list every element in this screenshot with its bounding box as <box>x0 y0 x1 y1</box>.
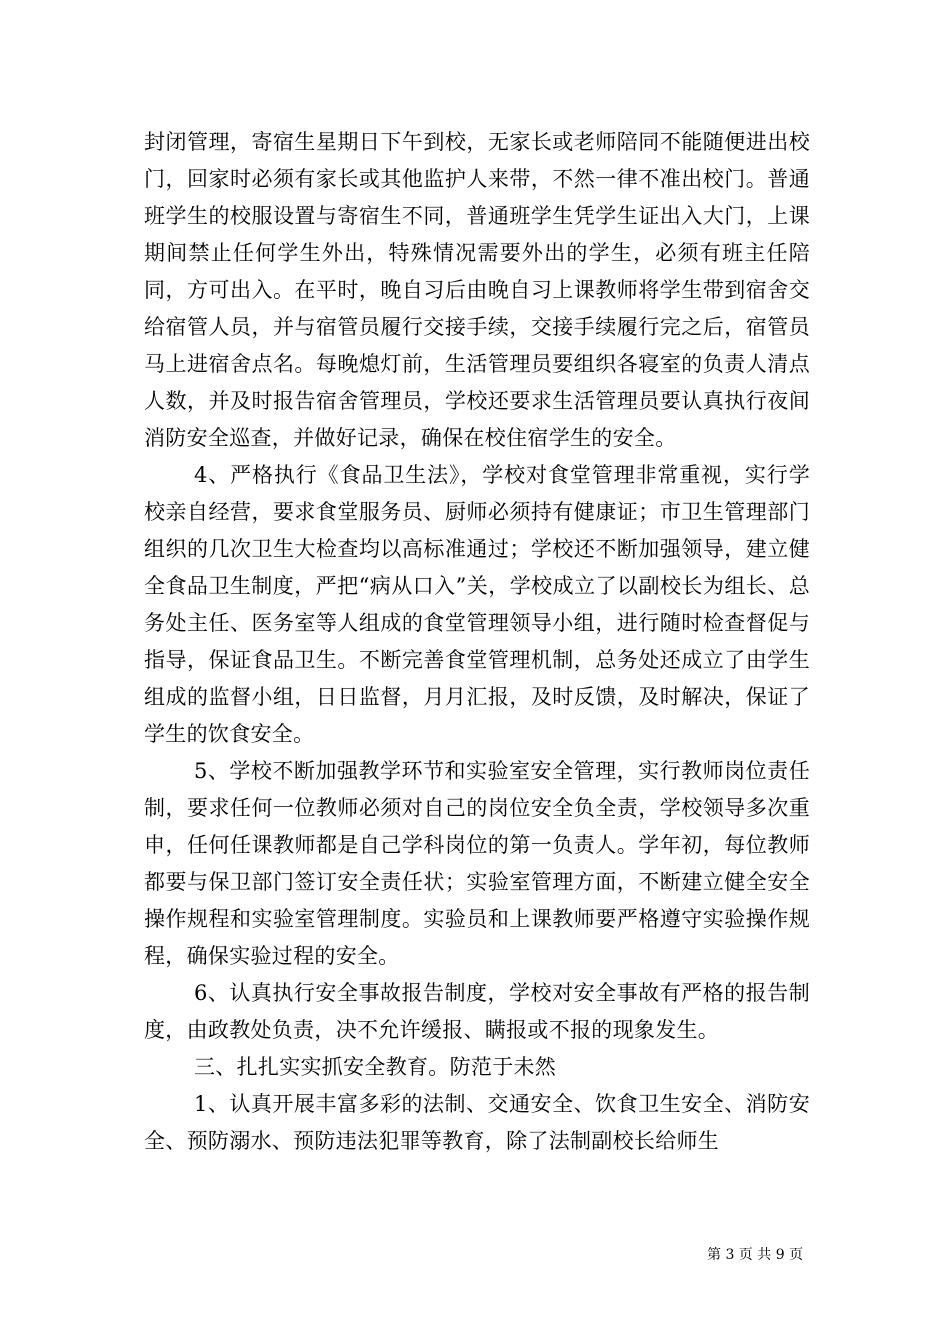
section-heading-safety-education: 三、扎扎实实抓安全教育。防范于未然 <box>194 1055 557 1079</box>
paragraph-dormitory-management: 封闭管理，寄宿生星期日下午到校，无家长或老师陪同不能随便进出校门，回家时必须有家长或其他监护人来带，不然一律不准出校门。普通班学生的校服设置与寄宿生不同，普通班学生凭学生证出入大门，上课期间禁止任何学生外出，特殊情况需要外出的学生，必须有班主任陪同，方可出入。在平时，晚自习后由晚自习上课教师将学生带到宿舍交给宿管人员，并与宿管员履行交接手续，交接手续履行完之后，宿管员马上进宿舍点名。每晚熄灯前，生活管理员要组织各寝室的负责人清点人数，并及时报告宿舍管理员，学校还要求生活管理员要认真执行夜间消防安全巡查，并做好记录，确保在校住宿学生的安全。 <box>144 130 810 450</box>
paragraph-food-hygiene: 4、严格执行《食品卫生法》，学校对食堂管理非常重视，实行学校亲自经营，要求食堂服务员、厨师必须持有健康证；市卫生管理部门组织的几次卫生大检查均以高标准通过；学校还不断加强领导，建立健全食品卫生制度，严把“病从口入”关，学校成立了以副校长为组长、总务处主任、医务室等人组成的食堂管理领导小组，进行随时检查督促与指导，保证食品卫生。不断完善食堂管理机制，总务处还成立了由学生组成的监督小组，日日监督，月月汇报，及时反馈，及时解决，保证了学生的饮食安全。 <box>144 463 810 746</box>
page-number-footer: 第 3 页 共 9 页 <box>707 1247 804 1263</box>
paragraph-accident-reporting: 6、认真执行安全事故报告制度，学校对安全事故有严格的报告制度，由政教处负责，决不允许缓报、瞒报或不报的现象发生。 <box>144 981 810 1042</box>
paragraph-education-activities: 1、认真开展丰富多彩的法制、交通安全、饮食卫生安全、消防安全、预防溺水、预防违法犯罪等教育，除了法制副校长给师生 <box>144 1092 810 1153</box>
document-body <box>144 124 810 1160</box>
paragraph-lab-safety: 5、学校不断加强教学环节和实验室安全管理，实行教师岗位责任制，要求任何一位教师必须对自己的岗位安全负全责，学校领导多次重申，任何任课教师都是自己学科岗位的第一负责人。学年初，每位教师都要与保卫部门签订安全责任状；实验室管理方面，不断建立健全安全操作规程和实验室管理制度。实验员和上课教师要严格遵守实验操作规程，确保实验过程的安全。 <box>144 759 810 968</box>
